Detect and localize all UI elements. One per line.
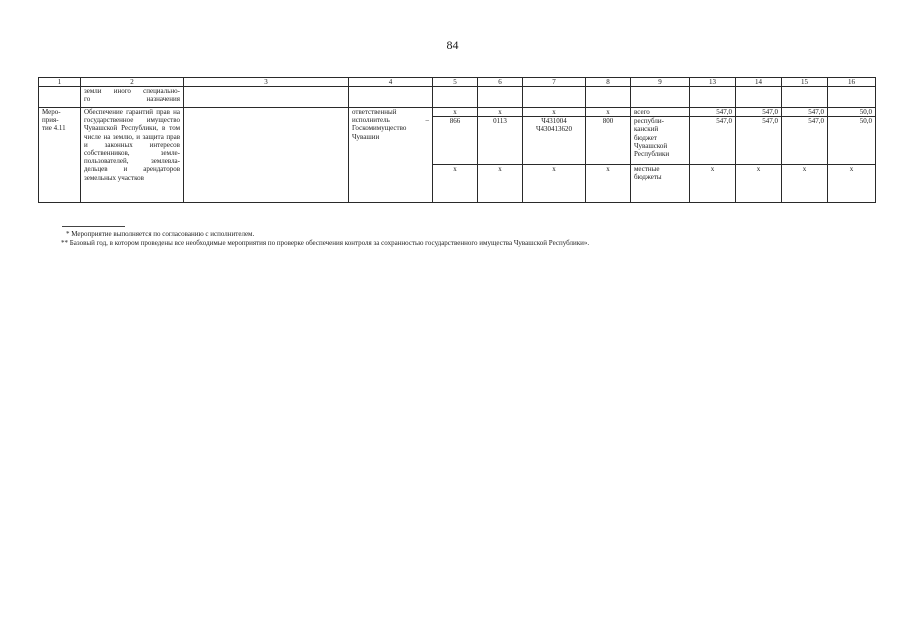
cell-c7: х (523, 165, 586, 203)
event-label: Меро- прия- тие 4.11 (39, 108, 81, 203)
header-cell: 4 (349, 78, 433, 87)
header-cell: 5 (433, 78, 478, 87)
continuation-row (39, 87, 876, 108)
header-cell: 14 (736, 78, 782, 87)
header-cell: 2 (81, 78, 184, 87)
cell-c8: 800 (586, 117, 631, 165)
cell-c16: 50,0 (828, 108, 876, 117)
cell-c8: х (586, 108, 631, 117)
cell-c6: х (478, 165, 523, 203)
event-executor: ответственный исполнитель – Госкомимущество Чувашии (349, 108, 433, 203)
footnote-1: * Мероприятие выполняется по согласованию с исполнителем. (66, 230, 255, 238)
cell-source: всего (631, 108, 690, 117)
cell-c5: х (433, 165, 478, 203)
table-row-total (39, 108, 876, 117)
cell-c6: 0113 (478, 117, 523, 165)
header-cell: 3 (184, 78, 349, 87)
header-cell: 8 (586, 78, 631, 87)
program-table (38, 77, 876, 203)
cell-c16: 50,0 (828, 117, 876, 165)
header-cell: 15 (782, 78, 828, 87)
continuation-text: земли иного специально- го назначения (81, 87, 184, 108)
event-col3 (184, 108, 349, 203)
header-cell: 6 (478, 78, 523, 87)
cell-c14: 547,0 (736, 108, 782, 117)
cell-c16: х (828, 165, 876, 203)
cell-c5: х (433, 108, 478, 117)
cell-c6: х (478, 108, 523, 117)
header-cell: 13 (690, 78, 736, 87)
event-description: Обеспечение гарантий прав на государственное имущество Чувашской Республики, в том числе на землю, и защита прав и законных интересов собственников, земле-пользователей, землевла-дельцев и арендаторов земельных участков (81, 108, 184, 203)
cell-c7: Ч431004 Ч430413620 (523, 117, 586, 165)
cell-c13: 547,0 (690, 108, 736, 117)
cell-source: республи- канский бюджет Чувашской Республики (631, 117, 690, 165)
cell-c15: 547,0 (782, 108, 828, 117)
table-header-row (39, 78, 876, 87)
header-cell: 9 (631, 78, 690, 87)
cell-c14: х (736, 165, 782, 203)
cell-c13: 547,0 (690, 117, 736, 165)
header-cell: 16 (828, 78, 876, 87)
cell-source: местные бюджеты (631, 165, 690, 203)
cell-c15: 547,0 (782, 117, 828, 165)
cell-c13: х (690, 165, 736, 203)
cell-c8: х (586, 165, 631, 203)
page-number: 84 (446, 38, 459, 52)
cell-c15: х (782, 165, 828, 203)
footnote-divider (62, 226, 125, 227)
header-cell: 1 (39, 78, 81, 87)
header-cell: 7 (523, 78, 586, 87)
cell-c5: 866 (433, 117, 478, 165)
cell-c14: 547,0 (736, 117, 782, 165)
cell-c7: х (523, 108, 586, 117)
footnote-2: ** Базовый год, в котором проведены все необходимые мероприятия по проверке обеспечения контроля за сохранностью государственного имущества Чувашской Республики». (61, 239, 590, 247)
